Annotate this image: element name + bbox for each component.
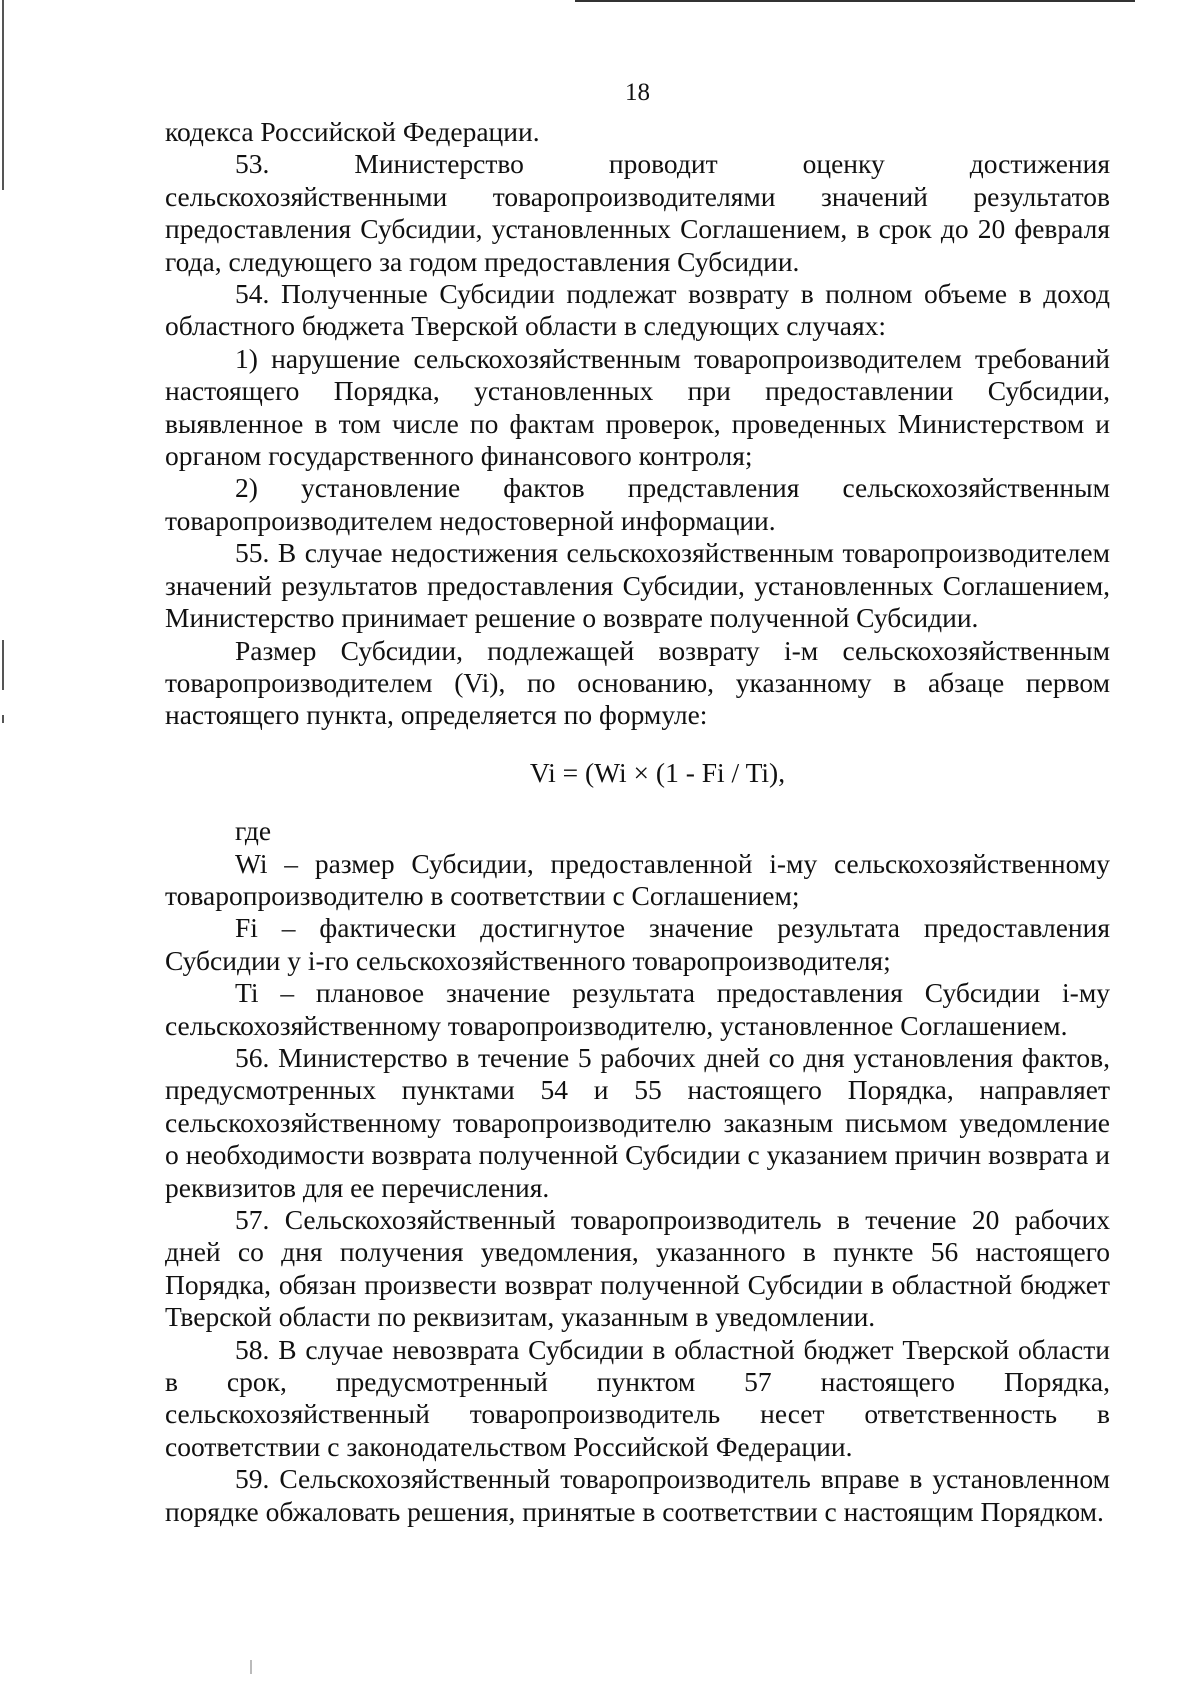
scan-edge-mark [2,640,4,690]
paragraph: Fi – фактически достигнутое значение результата предоставления Субсидии у i-го сельскохозяйственного товаропроизводителя; [165,912,1110,976]
paragraph: Размер Субсидии, подлежащей возврату i-м сельскохозяйственным товаропроизводителем (Vi), по основанию, указанному в абзаце первом настоящего пункта, определяется по формуле: [165,634,1110,731]
scan-edge-mark [250,1660,252,1674]
paragraph: кодекса Российской Федерации. [165,116,540,147]
paragraphs-after-formula [165,815,1110,1528]
paragraph: 57. Сельскохозяйственный товаропроизводитель в течение 20 рабочих дней со дня получения уведомления, указанного в пункте 56 настоящего Порядка, обязан произвести возврат полученной Субсидии в областной бюджет Тверской области по реквизитам, указанным в уведомлении. [165,1204,1110,1333]
paragraph: Wi – размер Субсидии, предоставленной i-му сельскохозяйственному товаропроизводителю в соответствии с Соглашением; [165,847,1110,911]
paragraph: 1) нарушение сельскохозяйственным товаропроизводителем требований настоящего Порядка, установленных при предоставлении Субсидии, выявленное в том числе по фактам проверок, проведенных Министерством и органом государственного финансового контроля; [165,342,1110,472]
formula: Vi = (Wi × (1 - Fi / Ti), [529,756,786,788]
paragraph: 58. В случае невозврата Субсидии в областной бюджет Тверской области в срок, предусмотренный пунктом 57 настоящего Порядка, сельскохозяйственный товаропроизводитель несет ответственность в соответствии с законодательством Российской Федерации. [165,1333,1110,1462]
scan-edge-mark [2,715,4,723]
paragraph: 53. Министерство проводит оценку достижения [235,148,1110,180]
paragraph: 54. Полученные Субсидии подлежат возврату в полном объеме в доход областного бюджета Тверской области в следующих случаях: [165,278,1110,342]
paragraph: 2) установление фактов представления сельскохозяйственным товаропроизводителем недостоверной информации. [165,472,1110,536]
paragraph: 56. Министерство в течение 5 рабочих дней со дня установления фактов, предусмотренных пунктами 54 и 55 настоящего Порядка, направляет сельскохозяйственному товаропроизводителю заказным письмом уведомление о необходимости возврата полученной Субсидии с указанием причин возврата и реквизитов для ее перечисления. [165,1041,1110,1203]
page-number: 18 [625,79,650,106]
paragraph: Ti – плановое значение результата предоставления Субсидии i-му сельскохозяйственному товаропроизводителю, установленное Соглашением. [165,977,1110,1041]
document-body [165,116,1110,1528]
paragraph: сельскохозяйственными товаропроизводителями значений результатов предоставления Субсидии, установленных Соглашением, в срок до 20 февраля года, следующего за годом предоставления Субсидии. [165,180,1110,277]
paragraphs-before-formula [165,116,1110,732]
paragraph: 59. Сельскохозяйственный товаропроизводитель вправе в установленном порядке обжаловать решения, принятые в соответствии с настоящим Порядком. [165,1463,1110,1527]
paragraph: где [235,815,272,847]
scan-edge-line [575,0,1135,2]
paragraph: 55. В случае недостижения сельскохозяйственным товаропроизводителем значений результатов предоставления Субсидии, установленных Соглашением, Министерство принимает решение о возврате полученной Субсидии. [165,537,1110,634]
